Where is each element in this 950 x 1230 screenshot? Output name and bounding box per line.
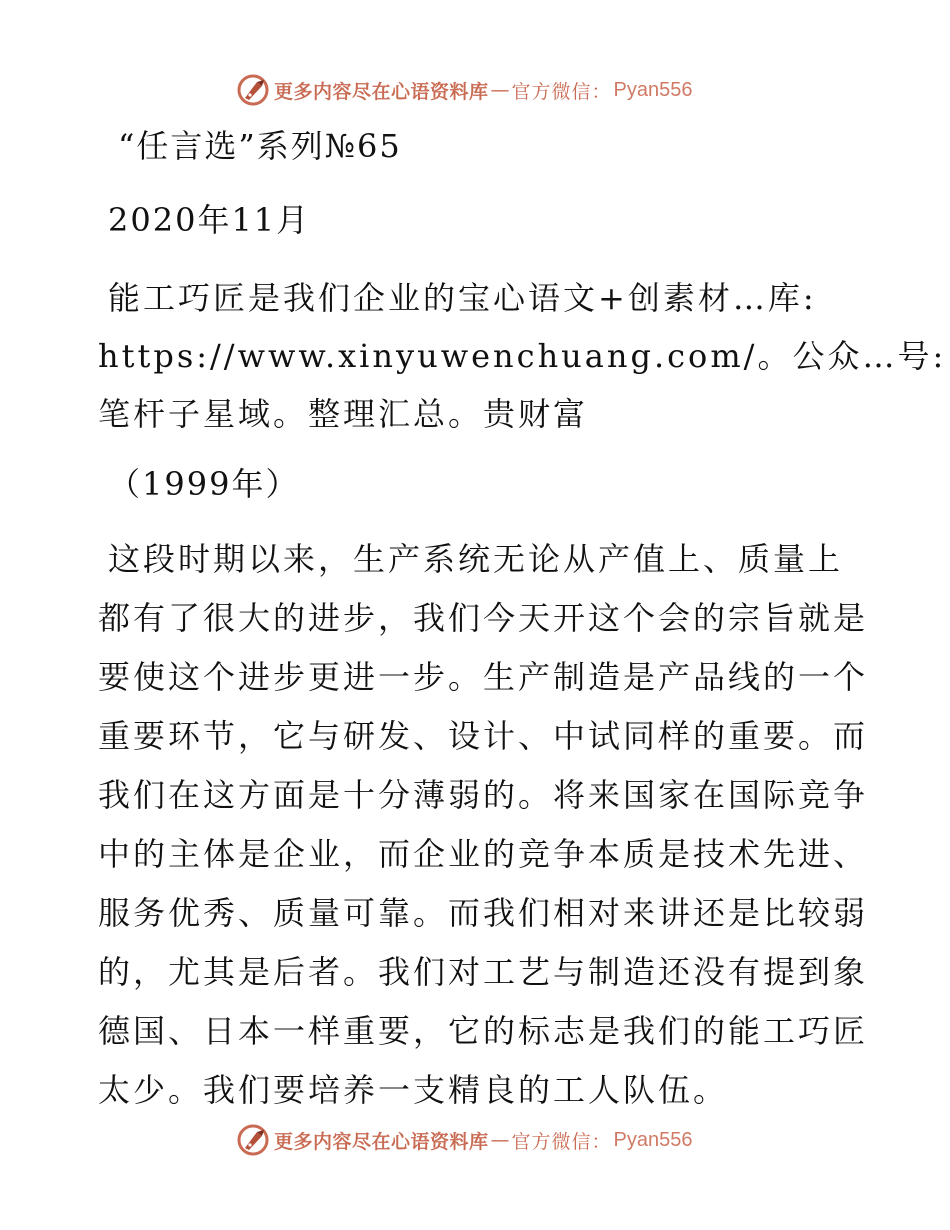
body-line: 这段时期以来，生产系统无论从产值上、质量上 — [108, 540, 844, 578]
document-date: 2020年11月 — [108, 201, 311, 239]
banner-wechat-label: 官方微信： — [511, 1130, 612, 1153]
body-paragraph — [98, 530, 868, 1120]
year-note: （1999年） — [108, 465, 300, 503]
body-line: 的，尤其是后者。我们对工艺与制造还没有提到象 — [98, 953, 869, 991]
footer-banner — [236, 1122, 693, 1158]
body-line: 德国、日本一样重要，它的标志是我们的能工巧匠 — [98, 1012, 869, 1050]
banner-separator: — — [490, 79, 510, 101]
banner-separator: — — [490, 1129, 510, 1151]
header-banner — [236, 72, 693, 108]
banner-wechat-id: Pyan556 — [613, 1128, 693, 1151]
intro-paragraph — [98, 269, 946, 443]
body-line: 太少。我们要培养一支精良的工人队伍。 — [98, 1071, 729, 1109]
banner-main-text: 更多内容尽在心语资料库 — [274, 1130, 489, 1153]
banner-main-text: 更多内容尽在心语资料库 — [274, 80, 489, 103]
intro-line: https://www.xinyuwenchuang.com/。公众…号: — [98, 337, 947, 375]
body-line: 重要环节，它与研发、设计、中试同样的重要。而 — [98, 717, 869, 755]
intro-line: 能工巧匠是我们企业的宝心语文+创素材…库: — [108, 279, 817, 317]
body-line: 我们在这方面是十分薄弱的。将来国家在国际竞争 — [98, 776, 869, 814]
body-line: 要使这个进步更进一步。生产制造是产品线的一个 — [98, 658, 869, 696]
body-line: 都有了很大的进步，我们今天开这个会的宗旨就是 — [98, 599, 869, 637]
pen-nib-logo-icon — [236, 73, 270, 107]
intro-line: 笔杆子星域。整理汇总。贵财富 — [98, 395, 589, 433]
pen-nib-logo-icon — [236, 1123, 270, 1157]
body-line: 服务优秀、质量可靠。而我们相对来讲还是比较弱 — [98, 894, 869, 932]
banner-wechat-label: 官方微信： — [511, 80, 612, 103]
body-line: 中的主体是企业，而企业的竞争本质是技术先进、 — [98, 835, 869, 873]
banner-wechat-id: Pyan556 — [613, 78, 693, 101]
series-title: “任言选”系列№65 — [118, 127, 402, 165]
